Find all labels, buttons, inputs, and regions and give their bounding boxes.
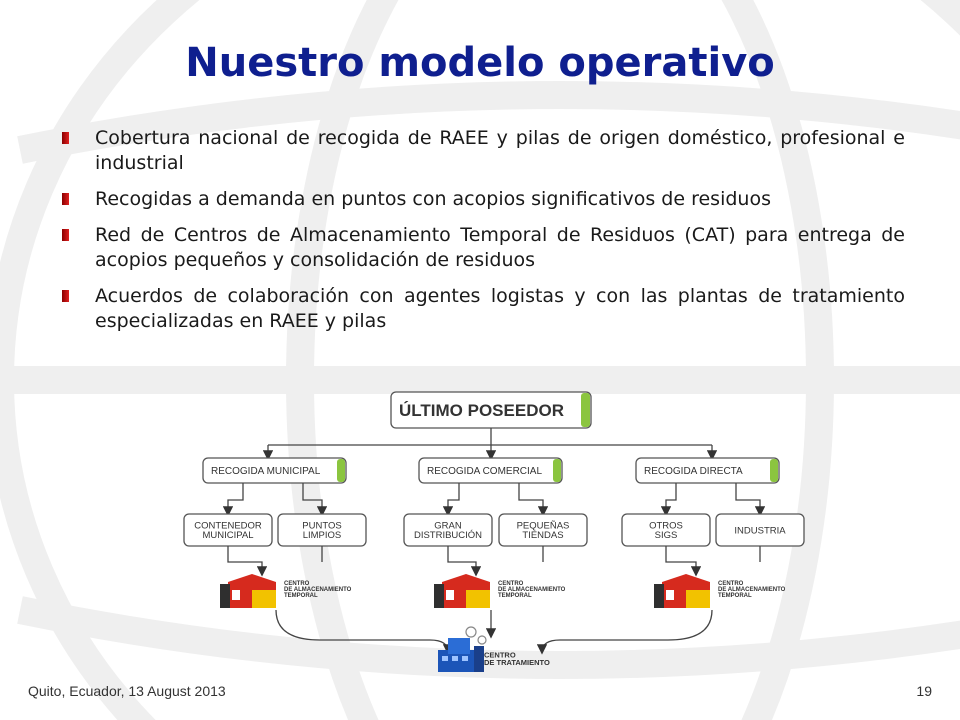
treatment-center-icon: [438, 627, 486, 672]
treatment-gear-1: [466, 627, 476, 637]
building-door: [686, 590, 710, 608]
slide-title: Nuestro modelo operativo: [185, 40, 775, 86]
building-side: [434, 584, 444, 608]
connector-child-right: [303, 483, 322, 514]
top-node-ultimo-poseedor: [391, 392, 591, 428]
building-window: [232, 590, 240, 600]
node-label: OTROS SIGS: [649, 520, 683, 542]
node-accent: [337, 459, 345, 482]
building-door: [252, 590, 276, 608]
building-window: [446, 590, 454, 600]
connector-to-treatment-right: [542, 610, 712, 652]
building-window: [666, 590, 674, 600]
treatment-annex: [474, 646, 484, 672]
node-label: PUNTOS LIMPIOS: [302, 520, 342, 542]
building-side: [654, 584, 664, 608]
node-label: RECOGIDA MUNICIPAL: [211, 466, 321, 478]
child-node: [622, 514, 710, 546]
storage-building-icon: [434, 574, 490, 608]
building-side: [220, 584, 230, 608]
bullet-text: Recogidas a demanda en puntos con acopios significativos de residuos: [95, 188, 771, 210]
connector-child-left: [666, 483, 676, 514]
child-node: [278, 514, 366, 546]
node-label: RECOGIDA DIRECTA: [644, 466, 743, 478]
storage-building-icon: [654, 574, 710, 608]
node-label: CONTENEDOR MUNICIPAL: [194, 520, 262, 542]
branch-node: [636, 458, 779, 483]
branch-node: [419, 458, 562, 483]
storage-building-icon: [220, 574, 276, 608]
treatment-window: [442, 656, 448, 661]
connector-to-storage: [228, 546, 262, 574]
connector-child-left: [448, 483, 459, 514]
node-label: ÚLTIMO POSEEDOR: [399, 401, 564, 421]
connector-child-right: [519, 483, 543, 514]
treatment-tower: [448, 638, 470, 654]
node-label: GRAN DISTRIBUCIÓN: [413, 520, 483, 542]
child-node: [184, 514, 272, 546]
connector-child-left: [228, 483, 243, 514]
building-door: [466, 590, 490, 608]
storage-label: CENTRO DE ALMACENAMIENTO TEMPORAL: [498, 581, 566, 599]
bullet-text: Red de Centros de Almacenamiento Temporal de Residuos (CAT) para entrega de acopios pequeños y consolidación de residuos: [95, 224, 905, 271]
node-label: INDUSTRIA: [734, 525, 786, 537]
connector-child-right: [736, 483, 760, 514]
node-label: RECOGIDA COMERCIAL: [427, 466, 543, 478]
child-node: [499, 514, 587, 546]
bullet-text: Acuerdos de colaboración con agentes logistas y con las plantas de tratamiento especializadas en RAEE y pilas: [95, 285, 905, 332]
footer-location-date: Quito, Ecuador, 13 August 2013: [28, 683, 226, 699]
page-number: 19: [916, 683, 932, 699]
storage-label: CENTRO DE ALMACENAMIENTO TEMPORAL: [284, 581, 352, 599]
branch-node: [203, 458, 346, 483]
connector-to-treatment-left: [276, 610, 448, 652]
connector-to-storage: [666, 546, 696, 574]
storage-label: CENTRO DE ALMACENAMIENTO TEMPORAL: [718, 581, 786, 599]
node-accent: [553, 459, 561, 482]
treatment-label: CENTRO DE TRATAMIENTO: [484, 650, 550, 667]
child-node: [716, 514, 804, 546]
treatment-gear-2: [478, 636, 486, 644]
treatment-window: [452, 656, 458, 661]
child-node: [404, 514, 492, 546]
connector-to-storage: [448, 546, 476, 574]
bullet-text: Cobertura nacional de recogida de RAEE y pilas de origen doméstico, profesional e industrial: [95, 127, 905, 174]
treatment-window: [462, 656, 468, 661]
node-accent: [770, 459, 778, 482]
node-accent: [581, 393, 590, 427]
node-label: PEQUEÑAS TIENDAS: [516, 520, 570, 542]
